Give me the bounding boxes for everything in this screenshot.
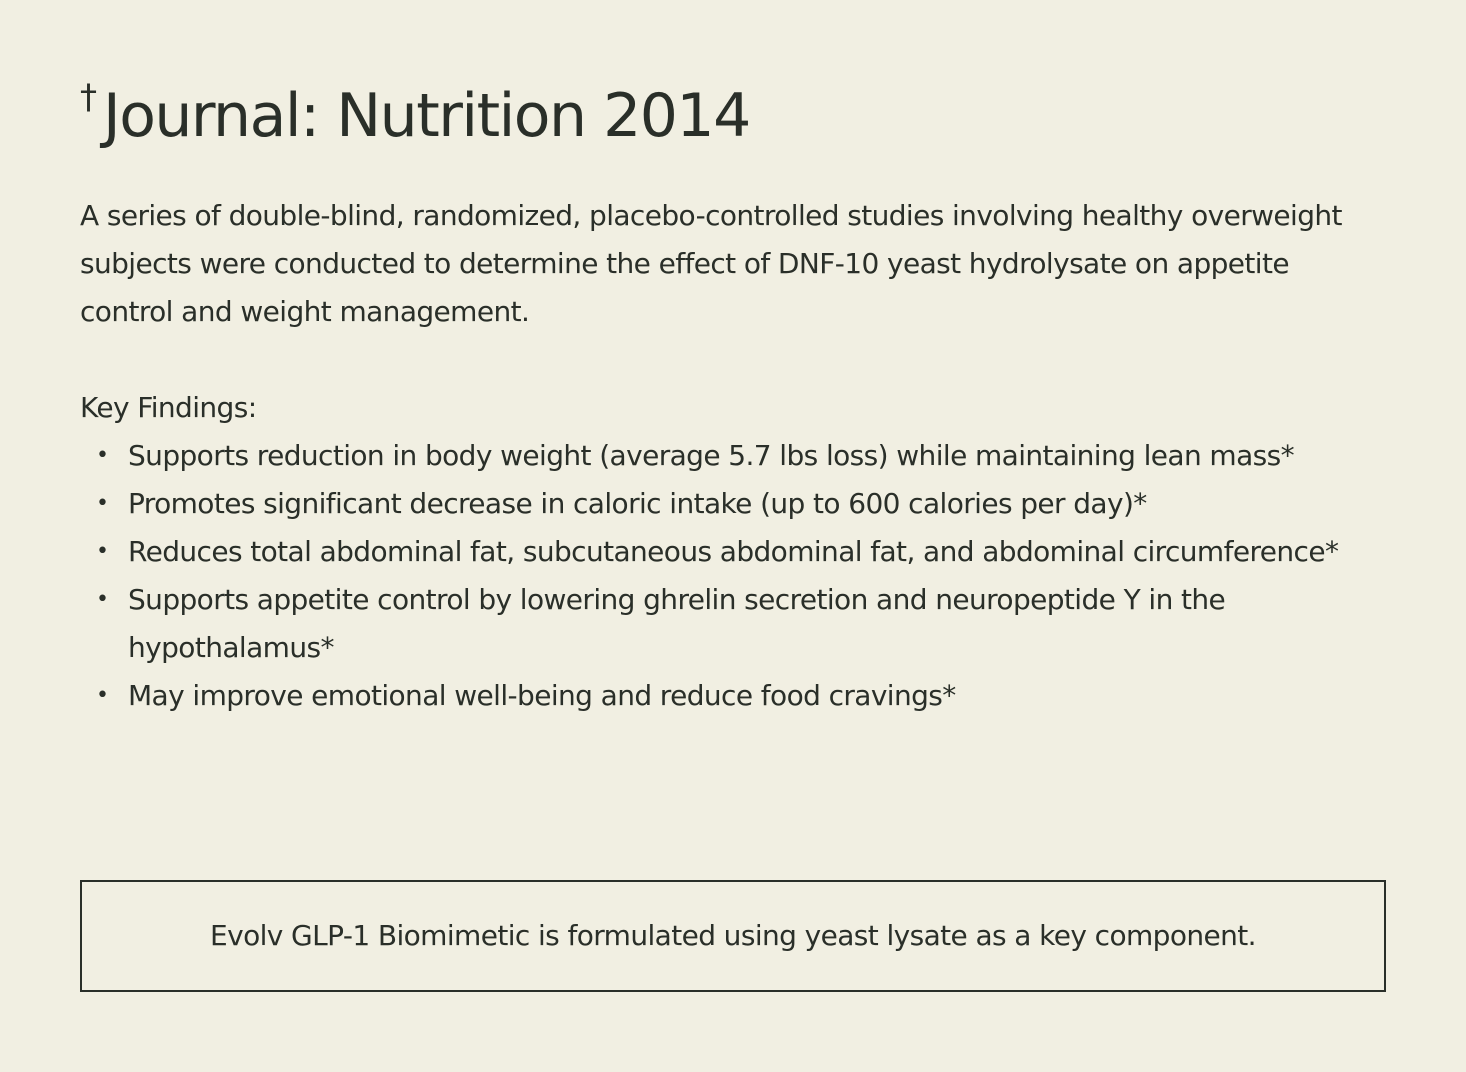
list-item	[80, 672, 1386, 720]
finding-text: May improve emotional well-being and reduce food cravings*	[128, 679, 956, 712]
bullet-icon: •	[96, 683, 109, 708]
study-description: A series of double-blind, randomized, placebo-controlled studies involving healthy overweight subjects were conducted to determine the effect of DNF-10 yeast hydrolysate on appetite control and weight management.	[80, 199, 1342, 328]
key-findings-label: Key Findings:	[80, 391, 257, 424]
key-findings-list	[80, 432, 1386, 720]
bullet-icon: •	[96, 539, 109, 564]
dagger-mark: †	[80, 77, 97, 117]
list-item	[80, 576, 1386, 672]
page-title	[80, 74, 750, 167]
finding-text: Supports appetite control by lowering ghrelin secretion and neuropeptide Y in the hypothalamus*	[128, 583, 1226, 664]
finding-text: Promotes significant decrease in caloric intake (up to 600 calories per day)*	[128, 487, 1147, 520]
list-item	[80, 480, 1386, 528]
finding-text: Supports reduction in body weight (average 5.7 lbs loss) while maintaining lean mass*	[128, 439, 1295, 472]
list-item	[80, 432, 1386, 480]
title-text: Journal: Nutrition 2014	[103, 81, 750, 151]
bullet-icon: •	[96, 587, 109, 612]
finding-text: Reduces total abdominal fat, subcutaneous abdominal fat, and abdominal circumference*	[128, 535, 1339, 568]
list-item	[80, 528, 1386, 576]
bullet-icon: •	[96, 443, 109, 468]
bullet-icon: •	[96, 491, 109, 516]
formulation-note-text: Evolv GLP-1 Biomimetic is formulated using yeast lysate as a key component.	[210, 919, 1256, 952]
formulation-note-box	[80, 880, 1386, 992]
